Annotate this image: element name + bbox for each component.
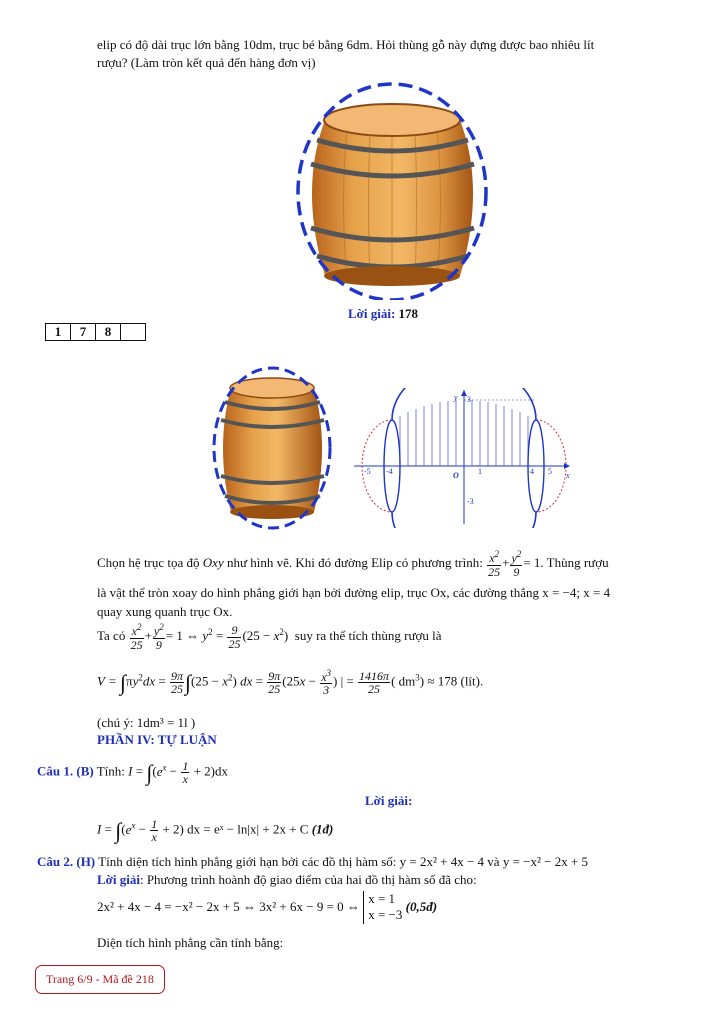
q2-eq-text: 2x² + 4x − 4 = −x² − 2x + 5 ⇔ 3x² + 6x − 9 = 0 ⇔ (97, 899, 360, 915)
frac-9pi-25: $\frac{9\pi}{25}$ (171, 668, 184, 697)
volume-formula: $V = \int\pi y^2dx$ = $\frac{9\pi}{25}$ $\int(25 - x^2)$ dx = $\frac{9\pi}{25}$ (25x − $\frac{x^3}{3}$ ) | = $\frac{1416\pi}{25}$ ( $dm^3) \approx 178$ (lít). (97, 667, 484, 698)
ellipse-graph (352, 388, 577, 528)
para2-text-a: Ta có (97, 628, 129, 644)
graph-tick-label: 1 (478, 467, 482, 476)
q1-answer: $I = \int(e^x$ − $\frac{1}{x}$ + 2) dx = eˣ − ln|x| + 2x + C (1đ) (97, 816, 334, 845)
q1-text: Tính: (93, 763, 129, 779)
graph-tick-label: -3 (467, 497, 474, 506)
intro-line-1: elip có độ dài trục lớn bằng 10dm, trục bé bằng 6dm. Hỏi thùng gỗ này đựng được bao nhiêu lít (97, 37, 595, 52)
ellipse-graph-svg (352, 388, 577, 528)
para-ellipse-equation: Chọn hệ trục tọa độ Oxy như hình vẽ. Khi đó đường Elip có phương trình: $\frac{x^2}{25}$ + $\frac{y^2}{9}$ = 1. Thùng rượu (97, 549, 609, 579)
barrel-figure (285, 78, 500, 300)
answer-grid (45, 323, 146, 341)
q1-solution-label: Lời giải: (365, 793, 413, 808)
q2-root: x = 1 (368, 891, 396, 906)
q2-roots (363, 891, 402, 924)
q1-score: (1đ) (311, 821, 334, 837)
solution-line (348, 306, 418, 322)
q1-answer-text: dx = eˣ − ln|x| + 2x + C (187, 821, 309, 837)
barrel-figure-small (205, 362, 340, 532)
para1-line-3: quay xung quanh trục Ox. (97, 604, 233, 619)
graph-tick-label: 5 (548, 467, 552, 476)
para2-text-b: suy ra thể tích thùng rượu là (294, 628, 442, 644)
barrel-image (285, 78, 500, 300)
para1-text-a: Chọn hệ trục tọa độ (97, 555, 203, 571)
frac-y2-9: $\frac{y^2}{9}$ (153, 622, 164, 652)
frac-9-25: $\frac{9}{25}$ (228, 623, 241, 651)
graph-x-axis-label: x (566, 471, 570, 480)
q2-solution (97, 871, 477, 889)
para1-oxy: Oxy (202, 555, 224, 571)
para1-text-b: như hình vẽ. Khi đó đường Elip có phương trình: (223, 555, 487, 571)
graph-tick-label: 4 (530, 467, 534, 476)
barrel-image-small (205, 362, 340, 532)
q2-last-line: Diện tích hình phẳng cần tính bằng: (97, 935, 284, 950)
graph-tick-label: 3 (467, 395, 471, 404)
question-1: Câu 1. (B) Tính: $I = \int(e^x$ − $\frac{1}{x}$ + 2)dx (37, 758, 228, 787)
frac-x3-3: $\frac{x^3}{3}$ (321, 667, 332, 698)
q2-label: Câu 2. (H) (37, 854, 96, 869)
graph-y-axis-label: y (454, 393, 458, 402)
volume-lead: V = (97, 673, 120, 689)
answer-cell: 7 (71, 324, 96, 341)
para1-line-2: là vật thể tròn xoay do hình phẳng giới hạn bởi đường elip, trục Ox, các đường thẳng x = −4; x = 4 (97, 585, 611, 600)
q2-score: (0,5đ) (405, 899, 438, 915)
answer-cell (121, 324, 146, 341)
volume-result: ≈ 178 (lít). (427, 673, 484, 689)
frac-1416pi-25: $\frac{1416\pi}{25}$ (359, 668, 390, 697)
solution-label: Lời giải: (348, 306, 396, 321)
q1-label: Câu 1. (B) (37, 763, 94, 779)
frac-x2-25: $\frac{x^2}{25}$ (488, 549, 501, 579)
question-2 (37, 853, 588, 871)
graph-origin-label: O (453, 471, 459, 480)
frac-9pi-25: $\frac{9\pi}{25}$ (268, 668, 281, 697)
q2-equation (97, 891, 437, 924)
unit-note: (chú ý: 1dm³ = 1l ) (97, 715, 196, 730)
page-footer: Trang 6/9 - Mã đề 218 (35, 965, 165, 994)
intro-line-2: rượu? (Làm tròn kết quả đến hàng đơn vị) (97, 55, 316, 70)
frac-y2-9: $\frac{y^2}{9}$ (511, 549, 522, 579)
q2-text: Tính diện tích hình phẳng giới hạn bởi các đồ thị hàm số: y = 2x² + 4x − 4 và y = −x² − 2x + 5 (95, 854, 589, 869)
frac-1-x: $\frac{1}{x}$ (182, 758, 189, 787)
q2-solution-text: : Phương trình hoành độ giao điểm của hai đồ thị hàm số đã cho: (139, 872, 477, 887)
para1-text-c: . Thùng rượu (540, 555, 609, 571)
q2-root: x = −3 (368, 907, 403, 923)
graph-tick-label: -4 (386, 467, 393, 476)
para-y-squared: Ta có $\frac{x^2}{25}$ + $\frac{y^2}{9}$ = 1 ⇔ $y^2$ = $\frac{9}{25}$ $(25 - x^2)$ suy ra thể tích thùng rượu là (97, 622, 442, 652)
frac-x2-25: $\frac{x^2}{25}$ (130, 622, 143, 652)
part-title: PHẦN IV: TỰ LUẬN (97, 732, 217, 747)
q2-solution-label: Lời giải (97, 872, 140, 887)
answer-cell: 1 (46, 324, 71, 341)
graph-tick-label: -5 (364, 467, 371, 476)
frac-1-x: $\frac{1}{x}$ (151, 816, 158, 845)
solution-value: 178 (398, 306, 419, 321)
answer-cell: 8 (96, 324, 121, 341)
